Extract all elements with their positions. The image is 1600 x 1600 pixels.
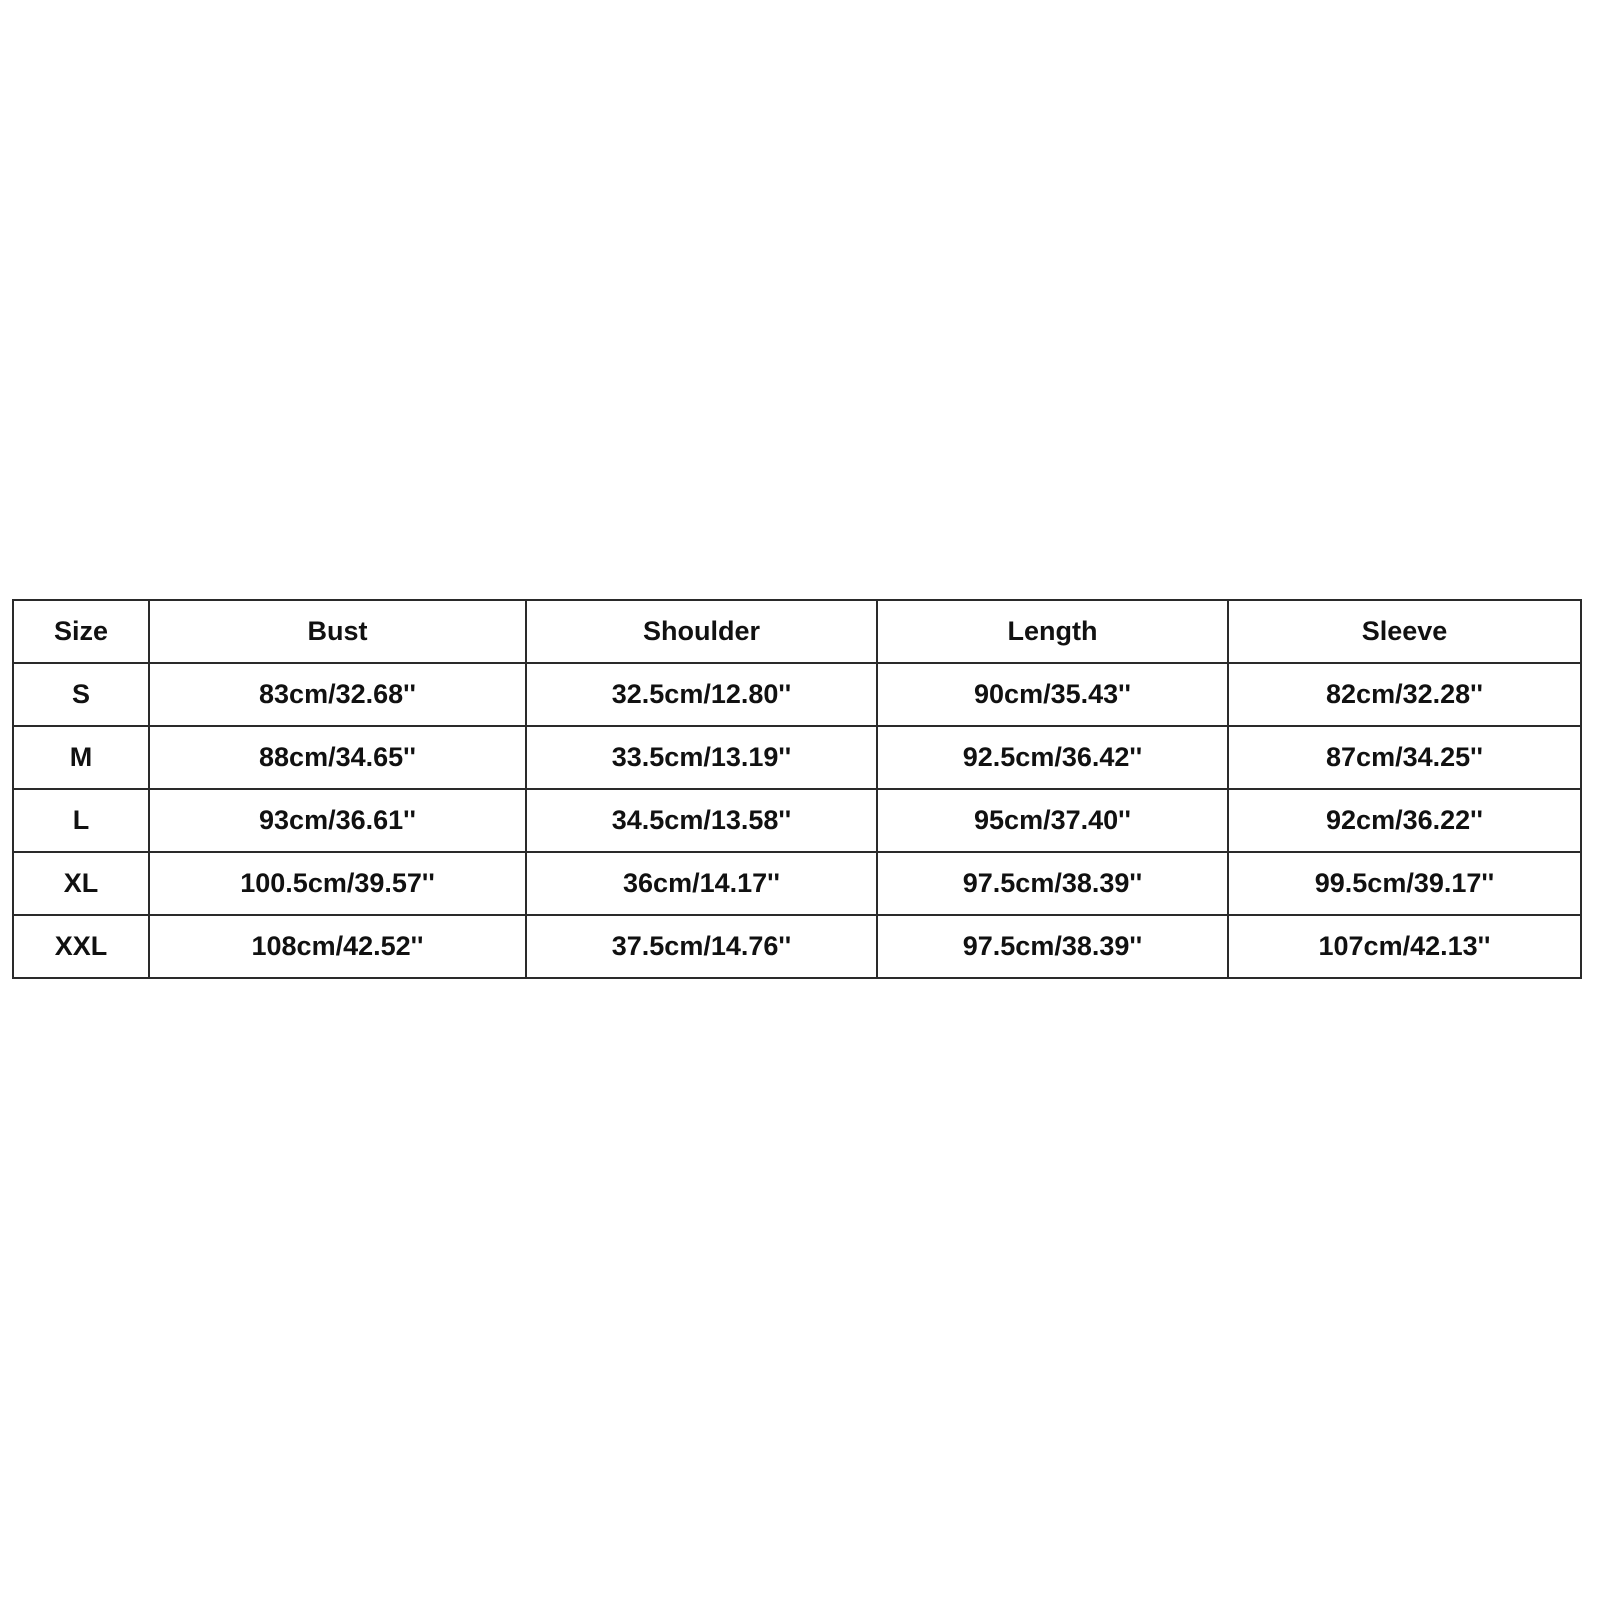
shoulder-cell: 34.5cm/13.58'' (526, 789, 877, 852)
size-cell: S (13, 663, 149, 726)
sleeve-cell: 107cm/42.13'' (1228, 915, 1581, 978)
length-cell: 95cm/37.40'' (877, 789, 1228, 852)
header-row (13, 600, 1581, 663)
bust-cell: 93cm/36.61'' (149, 789, 526, 852)
size-cell: XL (13, 852, 149, 915)
size-chart-table (12, 599, 1582, 979)
size-cell: L (13, 789, 149, 852)
sleeve-cell: 82cm/32.28'' (1228, 663, 1581, 726)
sleeve-cell: 87cm/34.25'' (1228, 726, 1581, 789)
length-cell: 92.5cm/36.42'' (877, 726, 1228, 789)
bust-cell: 108cm/42.52'' (149, 915, 526, 978)
shoulder-cell: 33.5cm/13.19'' (526, 726, 877, 789)
column-header-size: Size (13, 600, 149, 663)
table-row (13, 789, 1581, 852)
table-row (13, 852, 1581, 915)
size-cell: XXL (13, 915, 149, 978)
length-cell: 97.5cm/38.39'' (877, 915, 1228, 978)
bust-cell: 100.5cm/39.57'' (149, 852, 526, 915)
table-row (13, 726, 1581, 789)
bust-cell: 83cm/32.68'' (149, 663, 526, 726)
column-header-length: Length (877, 600, 1228, 663)
length-cell: 90cm/35.43'' (877, 663, 1228, 726)
shoulder-cell: 32.5cm/12.80'' (526, 663, 877, 726)
sleeve-cell: 92cm/36.22'' (1228, 789, 1581, 852)
shoulder-cell: 37.5cm/14.76'' (526, 915, 877, 978)
sleeve-cell: 99.5cm/39.17'' (1228, 852, 1581, 915)
bust-cell: 88cm/34.65'' (149, 726, 526, 789)
column-header-bust: Bust (149, 600, 526, 663)
table-row (13, 915, 1581, 978)
size-cell: M (13, 726, 149, 789)
table-row (13, 663, 1581, 726)
column-header-shoulder: Shoulder (526, 600, 877, 663)
shoulder-cell: 36cm/14.17'' (526, 852, 877, 915)
length-cell: 97.5cm/38.39'' (877, 852, 1228, 915)
column-header-sleeve: Sleeve (1228, 600, 1581, 663)
